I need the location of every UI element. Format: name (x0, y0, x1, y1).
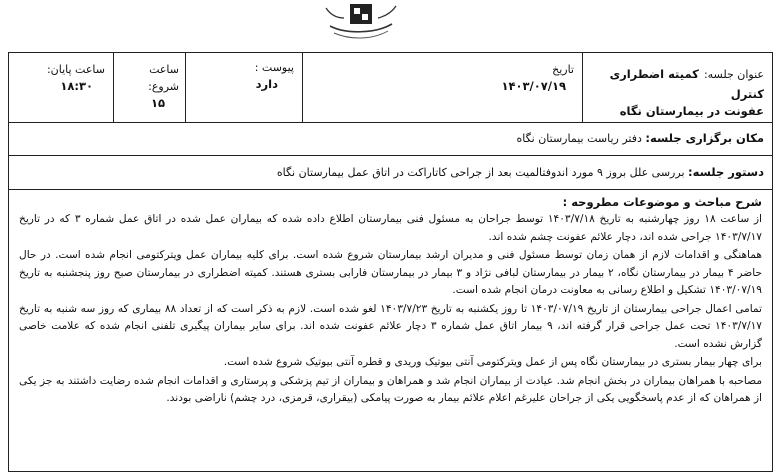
attachment-label: پیوست : (254, 61, 294, 74)
agenda-row (9, 156, 772, 190)
end-label: ساعت پایان: (46, 63, 105, 76)
agenda-label: دستور جلسه: (688, 165, 764, 179)
discussion-paragraph: از ساعت ۱۸ روز چهارشنبه به تاریخ ۱۴۰۳/۷/۱۸ توسط جراحان به مسئول فنی بیمارستان اطلاع داده شده که بیماران عمل شده در اتاق عمل شماره ۳ که در تاریخ ۱۴۰۳/۷/۱۷ جراحی شده اند، دچار علائم عفونت چشم شده اند. (19, 213, 763, 243)
location-label: مکان برگزاری جلسه: (645, 131, 764, 145)
discussion-paragraph: برای چهار بیمار بستری در بیمارستان نگاه پس از عمل ویترکتومی آنتی بیوتیک وریدی و قطره آنتی بیوتیک شروع شده است. (223, 356, 762, 368)
emblem-icon (300, 0, 420, 52)
title-label: عنوان جلسه: (703, 68, 764, 81)
title-value-line2: عفونت در بیمارستان نگاه (619, 104, 764, 118)
discussion-title: شرح مباحث و موضوعات مطروحه : (562, 195, 762, 209)
location-row (9, 122, 772, 156)
discussion-paragraph: مصاحبه با همراهان بیماران در بخش انجام شد. عیادت از بیماران انجام شد و همراهان و بیماران از تیم پزشکی و پرستاری و اقدامات انجام شده رضایت داشتند به جز یکی از همراهان که از عدم پاسخگویی یکی از جراحان علیرغم اعلام علائم بیمار به صورت پیامکی (بیقراری، قرمزی، درد چشم) ناراضی بودند. (19, 374, 762, 404)
title-value-line1: کمیته اضطراری کنترل (609, 67, 764, 101)
minutes-header-row (9, 53, 772, 123)
start-value: ۱۵ (150, 96, 165, 110)
agenda-value: بررسی علل بروز ۹ مورد اندوفتالمیت بعد از جراحی کاتاراکت در اتاق عمل بیمارستان نگاه (276, 166, 685, 179)
date-label: تاریخ (552, 63, 574, 76)
hospital-logo (300, 0, 420, 52)
discussion-paragraph: تمامی اعمال جراحی بیمارستان از تاریخ ۱۴۰۳/۰۷/۱۹ تا روز یکشنبه به تاریخ ۱۴۰۳/۷/۲۳ لغو شده است. لازم به ذکر است که از تعداد ۸۸ بیماری که روز سه شنبه به تاریخ ۱۴۰۳/۷/۱۷ تحت عمل جراحی قرار گرفته اند، ۹ بیمار اتاق عمل شماره ۳ دچار علائم عفونت شده اند. برای سایر بیماران پیگیری تلفنی انجام شده که علامت خاصی گزارش نشده است. (19, 302, 763, 350)
start-time-cell (113, 53, 185, 122)
attachment-value: دارد (255, 77, 278, 91)
discussion-paragraph: هماهنگی و اقدامات لازم از همان زمان توسط مسئول فنی و مدیران ارشد بیمارستان شروع شده است. برای کلیه بیماران عمل ویترکتومی انجام شده است. در حال حاضر ۴ بیمار در بیمارستان نگاه، ۲ بیمار در بیمارستان لبافی نژاد و ۳ بیمار در بیمارستان فارابی بستری هستند. کمیته اضطراری در بیمارستان صبح روز پنجشنبه به تاریخ ۱۴۰۳/۰۷/۱۹ تشکیل و اطلاع رسانی به معاونت درمان انجام شده است. (19, 249, 762, 296)
date-value: ۱۴۰۳/۰۷/۱۹ (501, 79, 566, 93)
discussion-section (9, 190, 772, 409)
attachment-cell (185, 53, 302, 122)
location-value: دفتر ریاست بیمارستان نگاه (516, 132, 642, 145)
end-time-cell (7, 53, 113, 122)
start-label: ساعت (149, 63, 179, 76)
title-cell (582, 53, 772, 122)
date-cell (302, 53, 582, 122)
minutes-sheet (8, 52, 773, 472)
start-label-2: شروع: (148, 80, 179, 93)
end-value: ۱۸:۳۰ (60, 79, 93, 93)
